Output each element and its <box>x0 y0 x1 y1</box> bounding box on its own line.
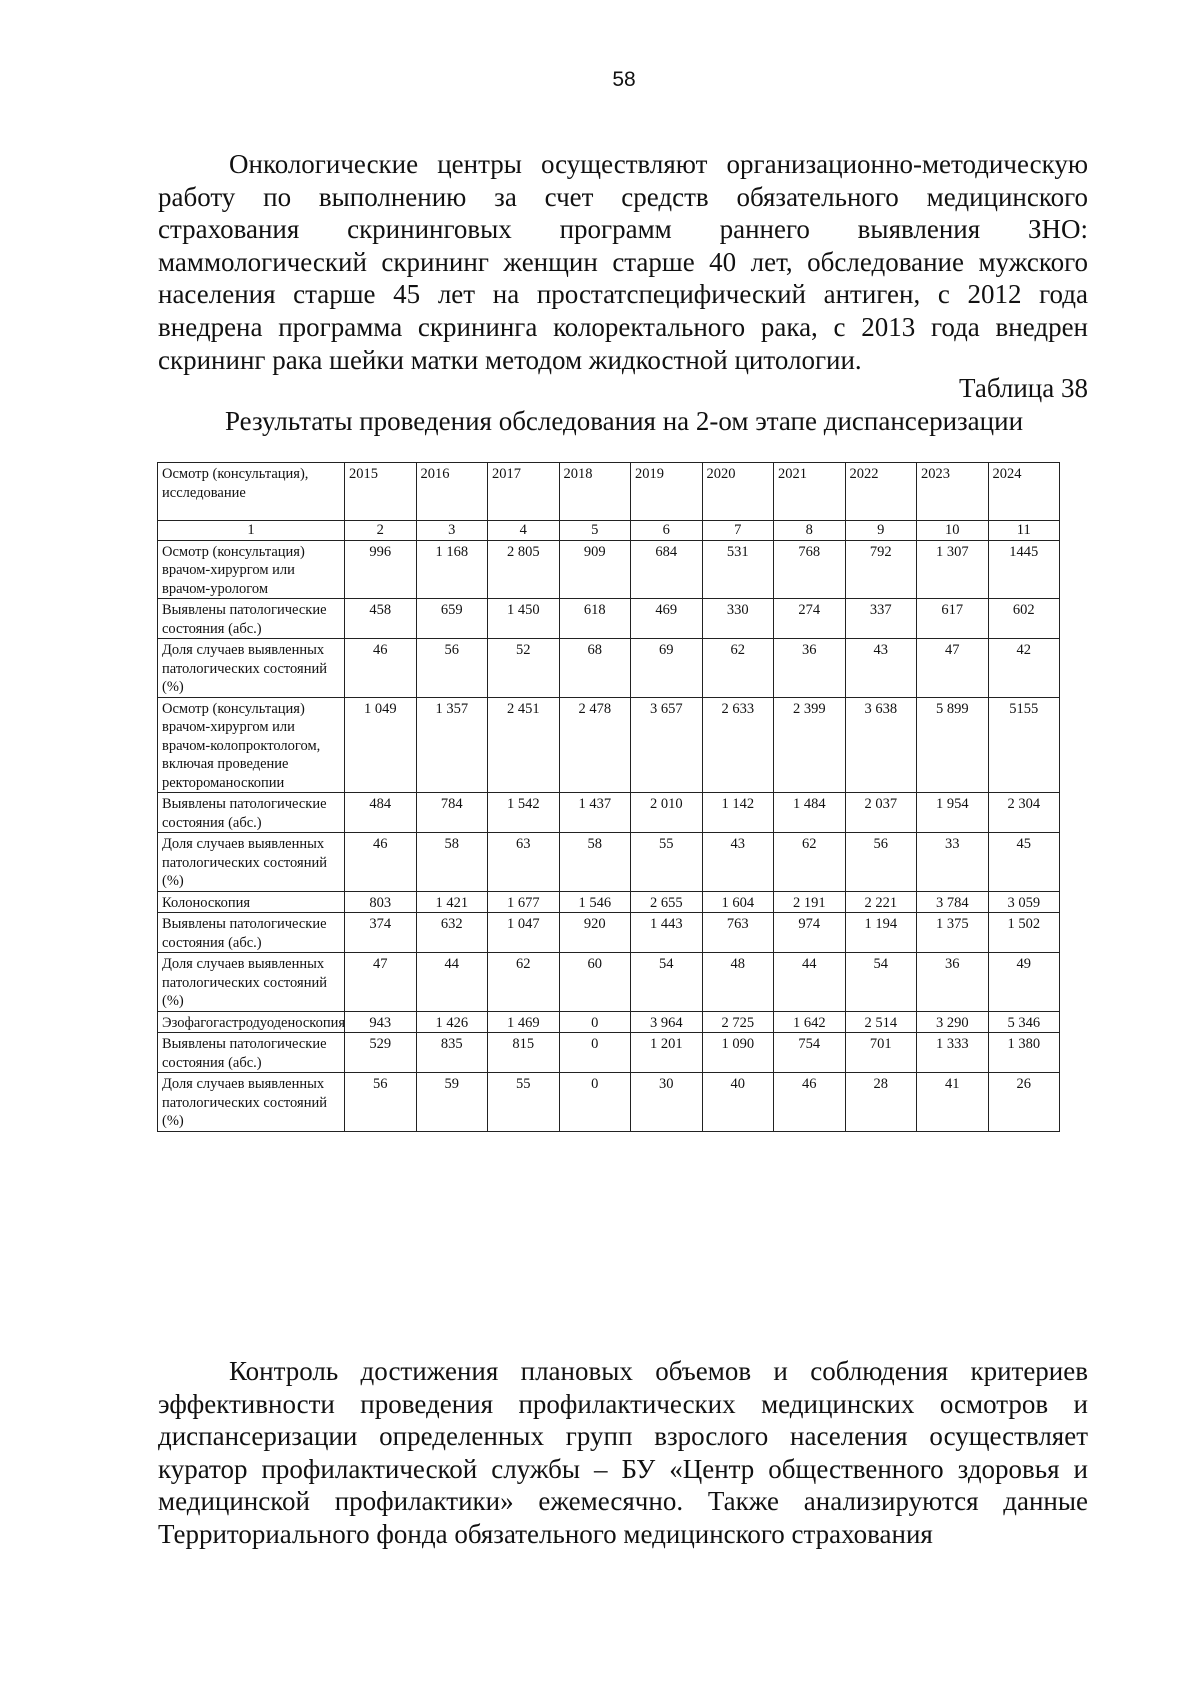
value-cell: 2 451 <box>488 697 560 793</box>
value-cell: 44 <box>774 953 846 1012</box>
value-cell: 1 375 <box>917 913 989 953</box>
value-cell: 3 964 <box>631 1011 703 1033</box>
row-label: Выявлены патологические состояния (абс.) <box>158 793 345 833</box>
value-cell: 0 <box>559 1033 631 1073</box>
value-cell: 59 <box>416 1073 488 1132</box>
row-label: Доля случаев выявленных патологических состояний (%) <box>158 639 345 698</box>
index-cell: 9 <box>845 521 917 541</box>
header-cell-year: 2017 <box>488 463 560 521</box>
value-cell: 1 450 <box>488 599 560 639</box>
value-cell: 1 542 <box>488 793 560 833</box>
value-cell: 1 380 <box>988 1033 1060 1073</box>
value-cell: 909 <box>559 540 631 599</box>
header-cell-year: 2016 <box>416 463 488 521</box>
value-cell: 996 <box>345 540 417 599</box>
value-cell: 2 399 <box>774 697 846 793</box>
value-cell: 1 090 <box>702 1033 774 1073</box>
header-cell-year: 2022 <box>845 463 917 521</box>
table-row <box>158 599 1060 639</box>
value-cell: 43 <box>702 833 774 892</box>
value-cell: 484 <box>345 793 417 833</box>
row-label: Выявлены патологические состояния (абс.) <box>158 1033 345 1073</box>
value-cell: 1 677 <box>488 891 560 913</box>
table-row <box>158 540 1060 599</box>
table-row <box>158 639 1060 698</box>
value-cell: 2 478 <box>559 697 631 793</box>
value-cell: 68 <box>559 639 631 698</box>
index-cell: 10 <box>917 521 989 541</box>
table-row <box>158 891 1060 913</box>
value-cell: 815 <box>488 1033 560 1073</box>
value-cell: 36 <box>917 953 989 1012</box>
header-cell-year: 2021 <box>774 463 846 521</box>
value-cell: 1 307 <box>917 540 989 599</box>
value-cell: 943 <box>345 1011 417 1033</box>
value-cell: 1445 <box>988 540 1060 599</box>
value-cell: 2 010 <box>631 793 703 833</box>
results-table-body <box>158 463 1060 1132</box>
results-table <box>157 462 1060 1132</box>
row-label: Осмотр (консультация) врачом-хирургом или врачом-колопроктологом, включая проведение ректороманоскопии <box>158 697 345 793</box>
value-cell: 5155 <box>988 697 1060 793</box>
index-cell: 4 <box>488 521 560 541</box>
index-cell: 5 <box>559 521 631 541</box>
value-cell: 792 <box>845 540 917 599</box>
value-cell: 54 <box>845 953 917 1012</box>
value-cell: 2 304 <box>988 793 1060 833</box>
value-cell: 36 <box>774 639 846 698</box>
value-cell: 48 <box>702 953 774 1012</box>
value-cell: 1 357 <box>416 697 488 793</box>
table-row <box>158 953 1060 1012</box>
value-cell: 784 <box>416 793 488 833</box>
value-cell: 1 201 <box>631 1033 703 1073</box>
value-cell: 754 <box>774 1033 846 1073</box>
row-label: Доля случаев выявленных патологических состояний (%) <box>158 833 345 892</box>
value-cell: 763 <box>702 913 774 953</box>
value-cell: 1 049 <box>345 697 417 793</box>
value-cell: 46 <box>345 639 417 698</box>
header-cell-year: 2023 <box>917 463 989 521</box>
value-cell: 2 514 <box>845 1011 917 1033</box>
value-cell: 2 191 <box>774 891 846 913</box>
table-row <box>158 1033 1060 1073</box>
index-cell: 3 <box>416 521 488 541</box>
index-cell: 8 <box>774 521 846 541</box>
value-cell: 1 469 <box>488 1011 560 1033</box>
value-cell: 2 655 <box>631 891 703 913</box>
value-cell: 374 <box>345 913 417 953</box>
value-cell: 47 <box>345 953 417 1012</box>
value-cell: 1 604 <box>702 891 774 913</box>
value-cell: 44 <box>416 953 488 1012</box>
table-header-row <box>158 463 1060 521</box>
value-cell: 2 221 <box>845 891 917 913</box>
value-cell: 1 954 <box>917 793 989 833</box>
value-cell: 1 502 <box>988 913 1060 953</box>
value-cell: 1 443 <box>631 913 703 953</box>
value-cell: 684 <box>631 540 703 599</box>
value-cell: 2 805 <box>488 540 560 599</box>
row-label: Доля случаев выявленных патологических состояний (%) <box>158 1073 345 1132</box>
value-cell: 2 633 <box>702 697 774 793</box>
table-number-label: Таблица 38 <box>959 373 1088 403</box>
value-cell: 1 426 <box>416 1011 488 1033</box>
index-cell: 2 <box>345 521 417 541</box>
value-cell: 62 <box>702 639 774 698</box>
row-label: Эзофагогастродуоденоскопия <box>158 1011 345 1033</box>
value-cell: 1 194 <box>845 913 917 953</box>
value-cell: 5 346 <box>988 1011 1060 1033</box>
value-cell: 47 <box>917 639 989 698</box>
value-cell: 63 <box>488 833 560 892</box>
table-row <box>158 1073 1060 1132</box>
row-label: Выявлены патологические состояния (абс.) <box>158 913 345 953</box>
value-cell: 40 <box>702 1073 774 1132</box>
value-cell: 45 <box>988 833 1060 892</box>
value-cell: 974 <box>774 913 846 953</box>
value-cell: 1 142 <box>702 793 774 833</box>
intro-paragraph: Онкологические центры осуществляют организационно-методическую работу по выполнению за счет средств обязательного медицинского страхования скрининговых программ раннего выявления ЗНО: маммологический скрининг женщин старше 40 лет, обследование мужского населения старше 45 лет на простатспецифический антиген, с 2012 года внедрена программа скрининга колоректального рака, с 2013 года внедрен скрининг рака шейки матки методом жидкостной цитологии. <box>158 149 1088 375</box>
value-cell: 330 <box>702 599 774 639</box>
table-row <box>158 793 1060 833</box>
value-cell: 49 <box>988 953 1060 1012</box>
row-label: Выявлены патологические состояния (абс.) <box>158 599 345 639</box>
header-cell-year: 2024 <box>988 463 1060 521</box>
value-cell: 3 290 <box>917 1011 989 1033</box>
value-cell: 3 657 <box>631 697 703 793</box>
value-cell: 55 <box>631 833 703 892</box>
value-cell: 531 <box>702 540 774 599</box>
value-cell: 46 <box>774 1073 846 1132</box>
value-cell: 5 899 <box>917 697 989 793</box>
value-cell: 529 <box>345 1033 417 1073</box>
table-caption: Результаты проведения обследования на 2-ом этапе диспансеризации <box>224 406 1024 436</box>
table-row <box>158 697 1060 793</box>
value-cell: 0 <box>559 1073 631 1132</box>
row-label: Доля случаев выявленных патологических состояний (%) <box>158 953 345 1012</box>
header-cell-indicator: Осмотр (консультация), исследование <box>158 463 345 521</box>
value-cell: 28 <box>845 1073 917 1132</box>
value-cell: 3 059 <box>988 891 1060 913</box>
header-cell-year: 2020 <box>702 463 774 521</box>
table-row <box>158 1011 1060 1033</box>
value-cell: 1 047 <box>488 913 560 953</box>
value-cell: 458 <box>345 599 417 639</box>
value-cell: 274 <box>774 599 846 639</box>
index-cell: 7 <box>702 521 774 541</box>
value-cell: 920 <box>559 913 631 953</box>
value-cell: 1 546 <box>559 891 631 913</box>
header-cell-year: 2015 <box>345 463 417 521</box>
value-cell: 632 <box>416 913 488 953</box>
value-cell: 46 <box>345 833 417 892</box>
value-cell: 69 <box>631 639 703 698</box>
value-cell: 62 <box>774 833 846 892</box>
value-cell: 56 <box>345 1073 417 1132</box>
header-cell-year: 2019 <box>631 463 703 521</box>
value-cell: 803 <box>345 891 417 913</box>
value-cell: 617 <box>917 599 989 639</box>
value-cell: 469 <box>631 599 703 639</box>
value-cell: 58 <box>559 833 631 892</box>
value-cell: 659 <box>416 599 488 639</box>
value-cell: 43 <box>845 639 917 698</box>
value-cell: 2 037 <box>845 793 917 833</box>
value-cell: 62 <box>488 953 560 1012</box>
value-cell: 602 <box>988 599 1060 639</box>
value-cell: 618 <box>559 599 631 639</box>
value-cell: 3 784 <box>917 891 989 913</box>
value-cell: 42 <box>988 639 1060 698</box>
value-cell: 1 437 <box>559 793 631 833</box>
row-label: Колоноскопия <box>158 891 345 913</box>
value-cell: 56 <box>845 833 917 892</box>
value-cell: 1 642 <box>774 1011 846 1033</box>
value-cell: 26 <box>988 1073 1060 1132</box>
value-cell: 337 <box>845 599 917 639</box>
value-cell: 0 <box>559 1011 631 1033</box>
value-cell: 33 <box>917 833 989 892</box>
table-row <box>158 833 1060 892</box>
value-cell: 60 <box>559 953 631 1012</box>
value-cell: 2 725 <box>702 1011 774 1033</box>
value-cell: 1 333 <box>917 1033 989 1073</box>
value-cell: 54 <box>631 953 703 1012</box>
value-cell: 1 484 <box>774 793 846 833</box>
row-label: Осмотр (консультация) врачом-хирургом или врачом-урологом <box>158 540 345 599</box>
value-cell: 52 <box>488 639 560 698</box>
value-cell: 1 168 <box>416 540 488 599</box>
closing-paragraph: Контроль достижения плановых объемов и соблюдения критериев эффективности проведения профилактических медицинских осмотров и диспансеризации определенных групп взрослого населения осуществляет куратор профилактической службы – БУ «Центр общественного здоровья и медицинской профилактики» ежемесячно. Также анализируются данные Территориального фонда обязательного медицинского страхования <box>158 1356 1088 1549</box>
value-cell: 30 <box>631 1073 703 1132</box>
index-cell: 6 <box>631 521 703 541</box>
table-index-row <box>158 521 1060 541</box>
value-cell: 701 <box>845 1033 917 1073</box>
value-cell: 58 <box>416 833 488 892</box>
value-cell: 768 <box>774 540 846 599</box>
index-cell: 1 <box>158 521 345 541</box>
index-cell: 11 <box>988 521 1060 541</box>
value-cell: 3 638 <box>845 697 917 793</box>
page-number: 58 <box>612 68 636 91</box>
value-cell: 41 <box>917 1073 989 1132</box>
value-cell: 835 <box>416 1033 488 1073</box>
value-cell: 55 <box>488 1073 560 1132</box>
value-cell: 1 421 <box>416 891 488 913</box>
value-cell: 56 <box>416 639 488 698</box>
table-row <box>158 913 1060 953</box>
header-cell-year: 2018 <box>559 463 631 521</box>
